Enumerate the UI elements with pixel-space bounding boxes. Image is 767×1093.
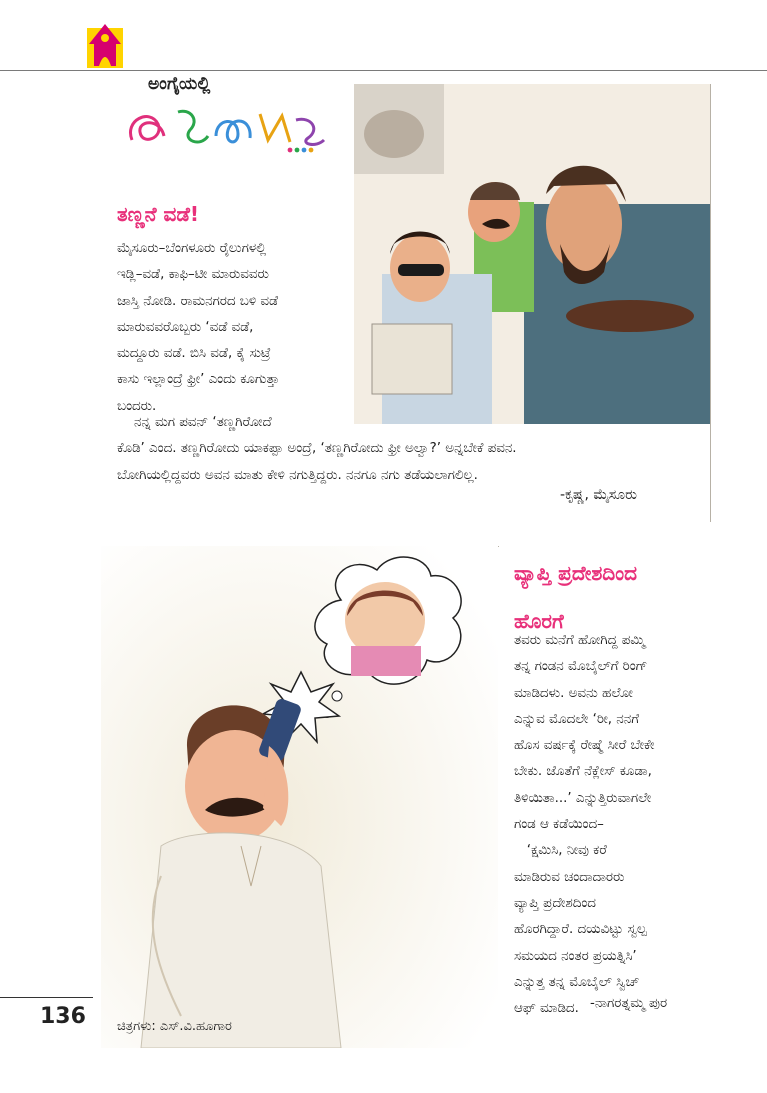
phone-call-illustration [101, 546, 498, 1048]
text-line: ತವರು ಮನೆಗೆ ಹೋಗಿದ್ದ ಪಮ್ಮಿ [514, 633, 645, 648]
text-line: ಇಡ್ಲಿ–ವಡೆ, ಕಾಫಿ–ಟೀ ಮಾರುವವರು [117, 267, 269, 283]
text-line: ಮಾರುವವರೊಬ್ಬರು ‘ವಡೆ ವಡೆ, [117, 319, 254, 335]
text-line: ತಿಳಿಯಿತಾ...’ ಎನ್ನುತ್ತಿರುವಾಗಲೇ [514, 790, 652, 806]
text-line: ಮದ್ದೂರು ವಡೆ. ಬಿಸಿ ವಡೆ, ಕೈ ಸುಟ್ರೆ [117, 346, 271, 362]
text-line: ಬೋಗಿಯಲ್ಲಿದ್ದವರು ಅವನ ಮಾತು ಕೇಳಿ ನಗುತ್ತಿದ್ದರು. ನನಗೂ ನಗು ತಡೆಯಲಾಗಲಿಲ್ಲ. [117, 467, 478, 483]
story2-body [514, 628, 750, 1022]
story1-heading: ತಣ್ಣನೆ ವಡೆ! [117, 202, 199, 226]
text-line: ಮಾಡಿದಳು. ಅವನು ಹಲೋ [514, 685, 633, 701]
text-line: ಸಮಯದ ನಂತರ ಪ್ರಯತ್ನಿಸಿ’ [514, 948, 637, 964]
text-line: ಆಫ್ ಮಾಡಿದ. [514, 1001, 579, 1017]
story1-paragraph-2 [117, 410, 707, 489]
text-line: ಬೇಕು. ಜೊತೆಗೆ ನೆಕ್ಲೇಸ್ ಕೂಡಾ, [514, 764, 652, 780]
text-line: ಎನ್ನುವ ಮೊದಲೇ ‘ರೀ, ನನಗೆ [514, 711, 639, 727]
column-title-logo [120, 90, 330, 156]
text-line: ಕೊಡಿ’ ಎಂದ. ತಣ್ಣಗಿರೋದು ಯಾಕಪ್ಪಾ ಅಂದ್ರೆ, ‘ತಣ್ಣಗಿರೋದು ಫ್ರೀ ಅಲ್ವಾ?’ ಅನ್ನಬೇಕೆ ಪವನ. [117, 441, 517, 457]
column-rule [710, 84, 711, 522]
story1-author: -ಕೃಷ್ಣ, ಮೈಸೂರು [560, 487, 637, 503]
header-rule [0, 70, 767, 71]
text-line: ಗಂಡ ಆ ಕಡೆಯಿಂದ– [514, 817, 604, 833]
text-line: ಹೊರಗಿದ್ದಾರೆ. ದಯವಿಟ್ಟು ಸ್ವಲ್ಪ [514, 922, 647, 938]
house-emblem-icon [87, 22, 123, 68]
text-line: ಬಂದರು. [117, 398, 157, 414]
text-line: ಕಾಸು ಇಲ್ಲಾಂದ್ರೆ ಫ್ರೀ’ ಎಂದು ಕೂಗುತ್ತಾ [117, 372, 280, 388]
column-title-small: ಅಂಗೈಯಲ್ಲಿ [148, 74, 211, 94]
story1-body [117, 236, 349, 420]
footer-rule [0, 997, 93, 998]
text-line: ಎನ್ನುತ್ತ ತನ್ನ ಮೊಬೈಲ್ ಸ್ವಿಚ್ [514, 974, 640, 990]
text-line: ‘ಕ್ಷಮಿಸಿ, ನೀವು ಕರೆ [514, 843, 607, 859]
text-line: ತನ್ನ ಗಂಡನ ಮೊಬೈಲ್‌ಗೆ ರಿಂಗ್ [514, 659, 648, 675]
text-line: ನನ್ನ ಮಗ ಪವನ್ ‘ತಣ್ಣಗಿರೋದೆ [117, 415, 272, 430]
page-number: 136 [40, 1004, 86, 1029]
text-line: ವ್ಯಾಪ್ತಿ ಪ್ರದೇಶದಿಂದ [514, 895, 596, 911]
text-line: ಜಾಸ್ತಿ ನೋಡಿ. ರಾಮನಗರದ ಬಳಿ ವಡೆ [117, 293, 279, 309]
text-line: ಮಾಡಿರುವ ಚಂದಾದಾರರು [514, 869, 625, 885]
illustration-credit: ಚಿತ್ರಗಳು: ಎಸ್.ವಿ.ಹೂಗಾರ [117, 1019, 232, 1034]
story2-author: -ನಾಗರತ್ನಮ್ಮ ಪುರ [590, 996, 668, 1011]
text-line: ಮೈಸೂರು–ಬೆಂಗಳೂರು ರೈಲುಗಳಲ್ಲಿ [117, 241, 267, 256]
train-vendor-illustration [354, 84, 711, 424]
text-line: ಹೊಸ ವರ್ಷಕ್ಕೆ ರೇಷ್ಮೆ ಸೀರೆ ಬೇಕೇ [514, 738, 655, 754]
heading-line: ವ್ಯಾಪ್ತಿ ಪ್ರದೇಶದಿಂದ [514, 561, 637, 585]
heading-line: ಹೊರಗೆ [514, 609, 564, 633]
